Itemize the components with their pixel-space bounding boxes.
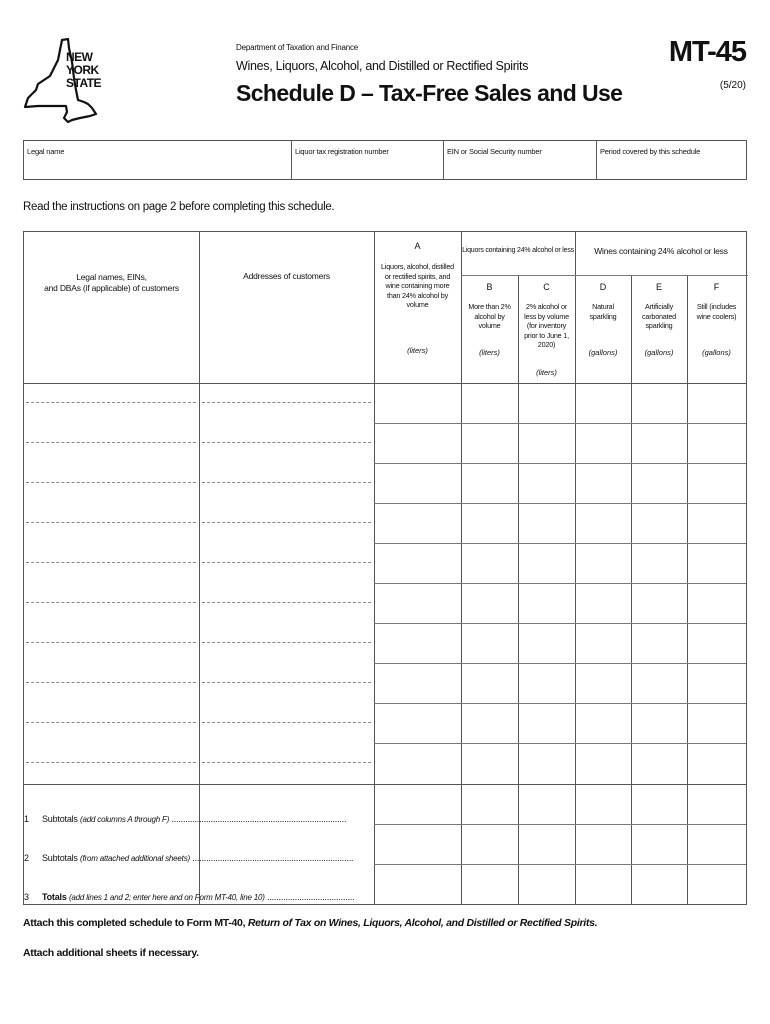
address-entry-line[interactable] [202, 522, 371, 523]
address-entry-line[interactable] [202, 402, 371, 403]
col-customers-header: Legal names, EINs, and DBAs (if applicable) of customers [44, 272, 179, 293]
row-line [374, 864, 746, 865]
col-f-letter: F [713, 282, 720, 292]
col-c-unit: (liters) [536, 368, 557, 377]
customer-entry-line[interactable] [26, 762, 196, 763]
row-line [374, 663, 746, 664]
group-wines-header: Wines containing 24% alcohol or less [594, 246, 728, 256]
col-b-desc: More than 2% alcohol by volume [468, 302, 511, 330]
col-e-letter: E [655, 282, 662, 292]
row-line [374, 743, 746, 744]
divider [461, 232, 462, 905]
col-f-desc: Still (includes wine coolers) [696, 302, 737, 321]
col-c-desc: 2% alcohol or less by volume (for inventory prior to June 1, 2020) [524, 302, 569, 349]
ein-field[interactable]: EIN or Social Security number [444, 141, 597, 179]
col-e-desc: Artificially carbonated sparkling [642, 302, 676, 330]
col-c-letter: C [543, 282, 550, 292]
col-addresses-header: Addresses of customers [243, 271, 330, 281]
divider [461, 275, 748, 276]
revision-date: (5/20) [719, 80, 746, 91]
row-line [374, 623, 746, 624]
group-liquors-header: Liquors containing 24% alcohol or less [462, 247, 574, 254]
col-b-letter: B [486, 282, 493, 292]
customer-entry-line[interactable] [26, 562, 196, 563]
col-d-unit: (gallons) [588, 348, 618, 357]
customer-entry-line[interactable] [26, 522, 196, 523]
col-a-desc: Liquors, alcohol, distilled or rectified spirits, and wine containing more than 24% alcohol by volume [381, 262, 454, 309]
col-a-letter: A [414, 241, 421, 251]
address-entry-line[interactable] [202, 562, 371, 563]
divider [24, 383, 746, 384]
attach-instruction: Attach this completed schedule to Form MT-40, Return of Tax on Wines, Liquors, Alcohol, and Distilled or Rectified Spirits. [23, 917, 598, 929]
form-number: MT-45 [668, 36, 746, 68]
logo-text: NEW YORK STATE [66, 50, 102, 90]
page-title: Schedule D – Tax-Free Sales and Use [236, 80, 623, 106]
divider [199, 232, 200, 905]
line-3-totals: 3 Totals (add lines 1 and 2; enter here and on Form MT-40, line 10) ...................................... [24, 892, 355, 902]
legal-name-field[interactable]: Legal name [24, 141, 292, 179]
row-line [374, 463, 746, 464]
customer-entry-line[interactable] [26, 402, 196, 403]
address-entry-line[interactable] [202, 442, 371, 443]
col-d-letter: D [599, 282, 607, 292]
customer-entry-line[interactable] [26, 442, 196, 443]
nys-logo [22, 38, 112, 124]
line-2-subtotals: 2 Subtotals (from attached additional sheets) ...................................................................... [24, 853, 354, 863]
customer-entry-line[interactable] [26, 642, 196, 643]
address-entry-line[interactable] [202, 682, 371, 683]
taxpayer-info-box [23, 140, 747, 180]
address-entry-line[interactable] [202, 722, 371, 723]
row-line [374, 543, 746, 544]
period-field[interactable]: Period covered by this schedule [600, 147, 701, 156]
col-f-unit: (gallons) [702, 348, 731, 357]
line-1-subtotals: 1 Subtotals (add columns A through F) ............................................................................ [24, 814, 347, 824]
row-line [374, 583, 746, 584]
instructions: Read the instructions on page 2 before completing this schedule. [23, 201, 335, 213]
divider [631, 275, 632, 905]
customer-entry-line[interactable] [26, 482, 196, 483]
customer-entry-line[interactable] [26, 602, 196, 603]
divider [374, 232, 375, 905]
customer-entry-line[interactable] [26, 682, 196, 683]
col-e-unit: (gallons) [644, 348, 674, 357]
form-subtitle: Wines, Liquors, Alcohol, and Distilled or Rectified Spirits [236, 59, 529, 73]
address-entry-line[interactable] [202, 642, 371, 643]
row-line [24, 784, 746, 785]
row-line [374, 703, 746, 704]
divider [575, 232, 576, 905]
divider [687, 275, 688, 905]
row-line [374, 503, 746, 504]
row-line [374, 824, 746, 825]
col-b-unit: (liters) [479, 348, 500, 357]
registration-number-field[interactable]: Liquor tax registration number [292, 141, 444, 179]
attach-sheets-note: Attach additional sheets if necessary. [23, 947, 199, 959]
col-d-desc: Natural sparkling [589, 302, 617, 321]
customer-entry-line[interactable] [26, 722, 196, 723]
row-line [374, 423, 746, 424]
address-entry-line[interactable] [202, 482, 371, 483]
department: Department of Taxation and Finance [236, 43, 359, 52]
sales-table [23, 231, 747, 905]
address-entry-line[interactable] [202, 762, 371, 763]
col-a-unit: (liters) [407, 346, 428, 355]
address-entry-line[interactable] [202, 602, 371, 603]
